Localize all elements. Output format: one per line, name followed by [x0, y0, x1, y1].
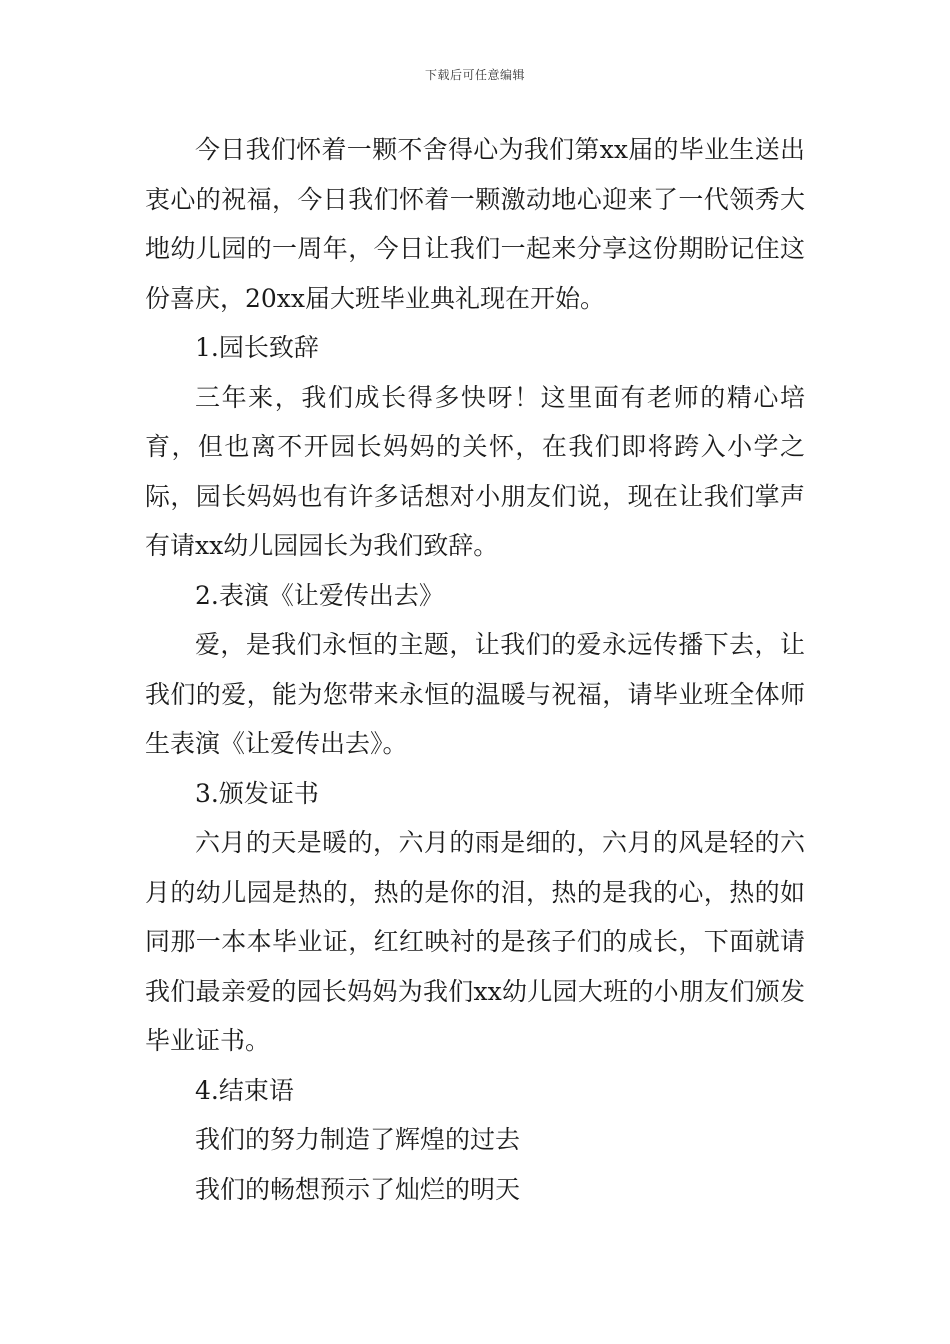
section-heading-4: 4.结束语: [195, 1075, 294, 1105]
document-body: [145, 125, 805, 1214]
section-paragraph-2: 爱，是我们永恒的主题，让我们的爱永远传播下去，让我们的爱，能为您带来永恒的温暖与祝福，请毕业班全体师生表演《让爱传出去》。: [145, 630, 805, 758]
section-heading-2: 2.表演《让爱传出去》: [195, 580, 444, 610]
section-heading-1: 1.园长致辞: [195, 333, 319, 362]
opening-paragraph: 今日我们怀着一颗不舍得心为我们第xx届的毕业生送出衷心的祝福，今日我们怀着一颗激动地心迎来了一代领秀大地幼儿园的一周年，今日让我们一起来分享这份期盼记住这份喜庆，20xx届大班毕业典礼现在开始。: [145, 135, 805, 313]
closing-line-2: 我们的畅想预示了灿烂的明天: [195, 1174, 521, 1204]
closing-line-1: 我们的努力制造了辉煌的过去: [195, 1125, 521, 1154]
page-header-note: 下载后可任意编辑: [424, 68, 525, 82]
section-paragraph-1: 三年来，我们成长得多快呀！这里面有老师的精心培育，但也离不开园长妈妈的关怀，在我们即将跨入小学之际，园长妈妈也有许多话想对小朋友们说，现在让我们掌声有请xx幼儿园园长为我们致辞。: [145, 382, 805, 560]
section-paragraph-3: 六月的天是暖的，六月的雨是细的，六月的风是轻的六月的幼儿园是热的，热的是你的泪，热的是我的心，热的如同那一本本毕业证，红红映衬的是孩子们的成长，下面就请我们最亲爱的园长妈妈为我们xx幼儿园大班的小朋友们颁发毕业证书。: [145, 828, 805, 1055]
section-heading-3: 3.颁发证书: [195, 778, 319, 808]
